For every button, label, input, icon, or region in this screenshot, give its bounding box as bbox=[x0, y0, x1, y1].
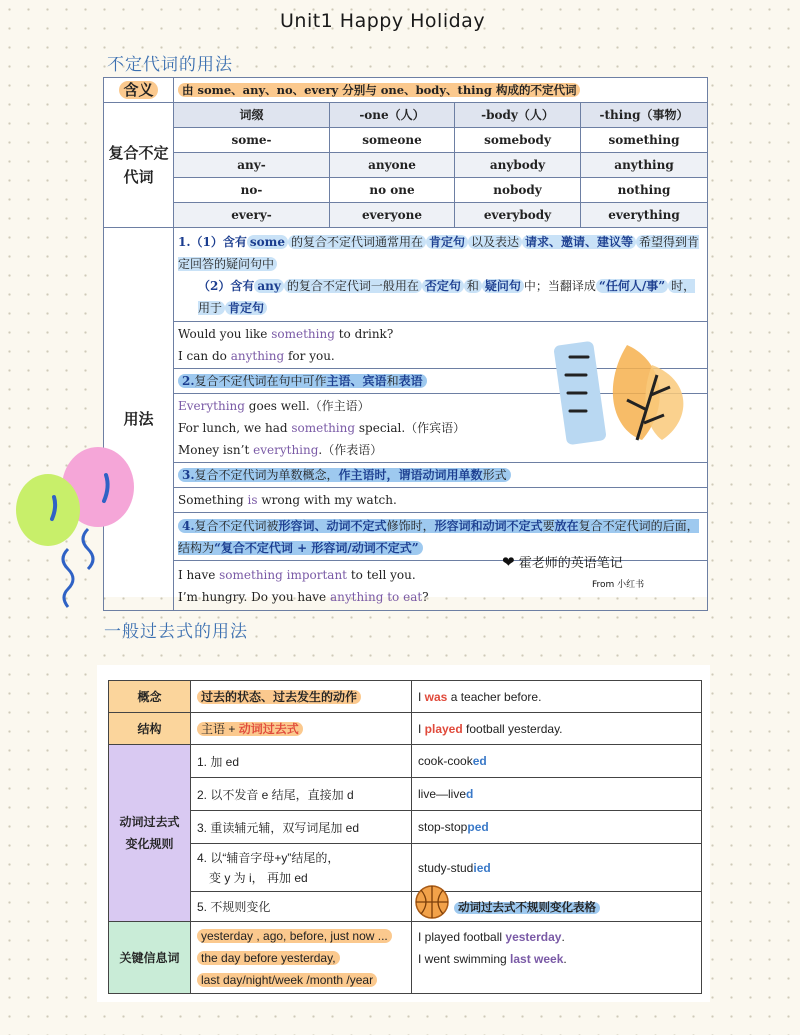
table-cell: no one bbox=[330, 178, 455, 203]
table-cell: everyone bbox=[330, 203, 455, 228]
table-cell: everybody bbox=[455, 203, 581, 228]
keywords-examples: I played football yesterday. I went swimming last week. bbox=[412, 922, 702, 994]
concept-text: 过去的状态、过去发生的动作 bbox=[191, 681, 412, 713]
balloons-sticker-icon bbox=[8, 445, 138, 615]
basketball-icon bbox=[414, 884, 450, 920]
leaf-sticker-icon bbox=[552, 335, 702, 450]
table-cell: every- bbox=[174, 203, 330, 228]
rule-example: study-studied bbox=[412, 844, 702, 892]
rule-row: 1. 加 ed bbox=[191, 745, 412, 778]
structure-label: 结构 bbox=[109, 713, 191, 745]
table-cell: some- bbox=[174, 128, 330, 153]
table-cell: someone bbox=[330, 128, 455, 153]
rule-row: 4. 以“辅音字母+y”结尾的， 变 y 为 i， 再加 ed bbox=[191, 844, 412, 892]
keywords-label: 关键信息词 bbox=[109, 922, 191, 994]
simple-past-table bbox=[108, 680, 702, 994]
section-title-indefinite-pronouns: 不定代词的用法 bbox=[107, 55, 233, 75]
table-cell: nobody bbox=[455, 178, 581, 203]
table-cell: somebody bbox=[455, 128, 581, 153]
rule-example: live—lived bbox=[412, 778, 702, 811]
table-cell: anything bbox=[581, 153, 708, 178]
rules-label: 动词过去式变化规则 bbox=[109, 745, 191, 922]
table-cell: any- bbox=[174, 153, 330, 178]
rule-3: 3.复合不定代词为单数概念，作主语时，谓语动词用单数形式 bbox=[174, 463, 708, 488]
concept-label: 概念 bbox=[109, 681, 191, 713]
header-one: -one（人） bbox=[330, 103, 455, 128]
author-signature: ❤ 霍老师的英语笔记 bbox=[502, 553, 623, 571]
rule-example: cook-cooked bbox=[412, 745, 702, 778]
rule-row: 3. 重读辅元辅，双写词尾加 ed bbox=[191, 811, 412, 844]
example-group-1: Would you like something to drink? I can do anything for you. bbox=[174, 322, 708, 369]
table-cell: nothing bbox=[581, 178, 708, 203]
source-credit: From 小红书 bbox=[592, 580, 645, 590]
meaning-label: 含义 bbox=[104, 78, 174, 103]
rule-row: 2. 以不发音 e 结尾，直接加 d bbox=[191, 778, 412, 811]
structure-example: I played football yesterday. bbox=[412, 713, 702, 745]
example-group-2: Everything goes well.（作主语） For lunch, we had something special.（作宾语） Money isn’t everything.（作表语） bbox=[174, 394, 708, 463]
header-body: -body（人） bbox=[455, 103, 581, 128]
structure-text: 主语 + 动词过去式 bbox=[191, 713, 412, 745]
example-3: Something is wrong with my watch. bbox=[174, 488, 708, 513]
rule-example: stop-stopped bbox=[412, 811, 702, 844]
table-cell: everything bbox=[581, 203, 708, 228]
compound-pronoun-label: 复合不定代词 bbox=[104, 103, 174, 228]
header-thing: -thing（事物） bbox=[581, 103, 708, 128]
table-cell: no- bbox=[174, 178, 330, 203]
keywords-text: yesterday , ago, before, just now ... the day before yesterday, last day/night/week /month /year bbox=[191, 922, 412, 994]
page-title: Unit1 Happy Holiday bbox=[280, 10, 486, 32]
section-title-simple-past: 一般过去式的用法 bbox=[104, 622, 248, 642]
example-group-4: I have something important to tell you. I’m hungry. Do you have anything to eat? bbox=[174, 561, 708, 611]
usage-label: 用法 bbox=[104, 228, 174, 611]
rule-example: 动词过去式不规则变化表格 bbox=[412, 892, 702, 922]
header-affix: 词缀 bbox=[174, 103, 330, 128]
rule-2: 2.复合不定代词在句中可作主语、宾语和表语 bbox=[174, 369, 708, 394]
table-cell: something bbox=[581, 128, 708, 153]
rule-1: 1.（1）含有 some 的复合不定代词通常用在 肯定句 以及表达 请求、邀请、建议等 希望得到肯定回答的疑问句中 （2）含有 any 的复合不定代词一般用在 否定句 和 疑问句 中；当翻译成 “任何人/事” 时，用于 肯定句 bbox=[174, 228, 708, 322]
simple-past-table-card bbox=[97, 665, 710, 1002]
table-cell: anybody bbox=[455, 153, 581, 178]
meaning-text: 由 some、any、no、every 分别与 one、body、thing 构成的不定代词 bbox=[174, 78, 708, 103]
rule-4: 4.复合不定代词被形容词、动词不定式修饰时，形容词和动词不定式要放在复合不定代词的后面，结构为“复合不定代词 + 形容词/动词不定式” bbox=[174, 513, 708, 561]
rule-row: 5. 不规则变化 bbox=[191, 892, 412, 922]
concept-example: I was a teacher before. bbox=[412, 681, 702, 713]
table-cell: anyone bbox=[330, 153, 455, 178]
